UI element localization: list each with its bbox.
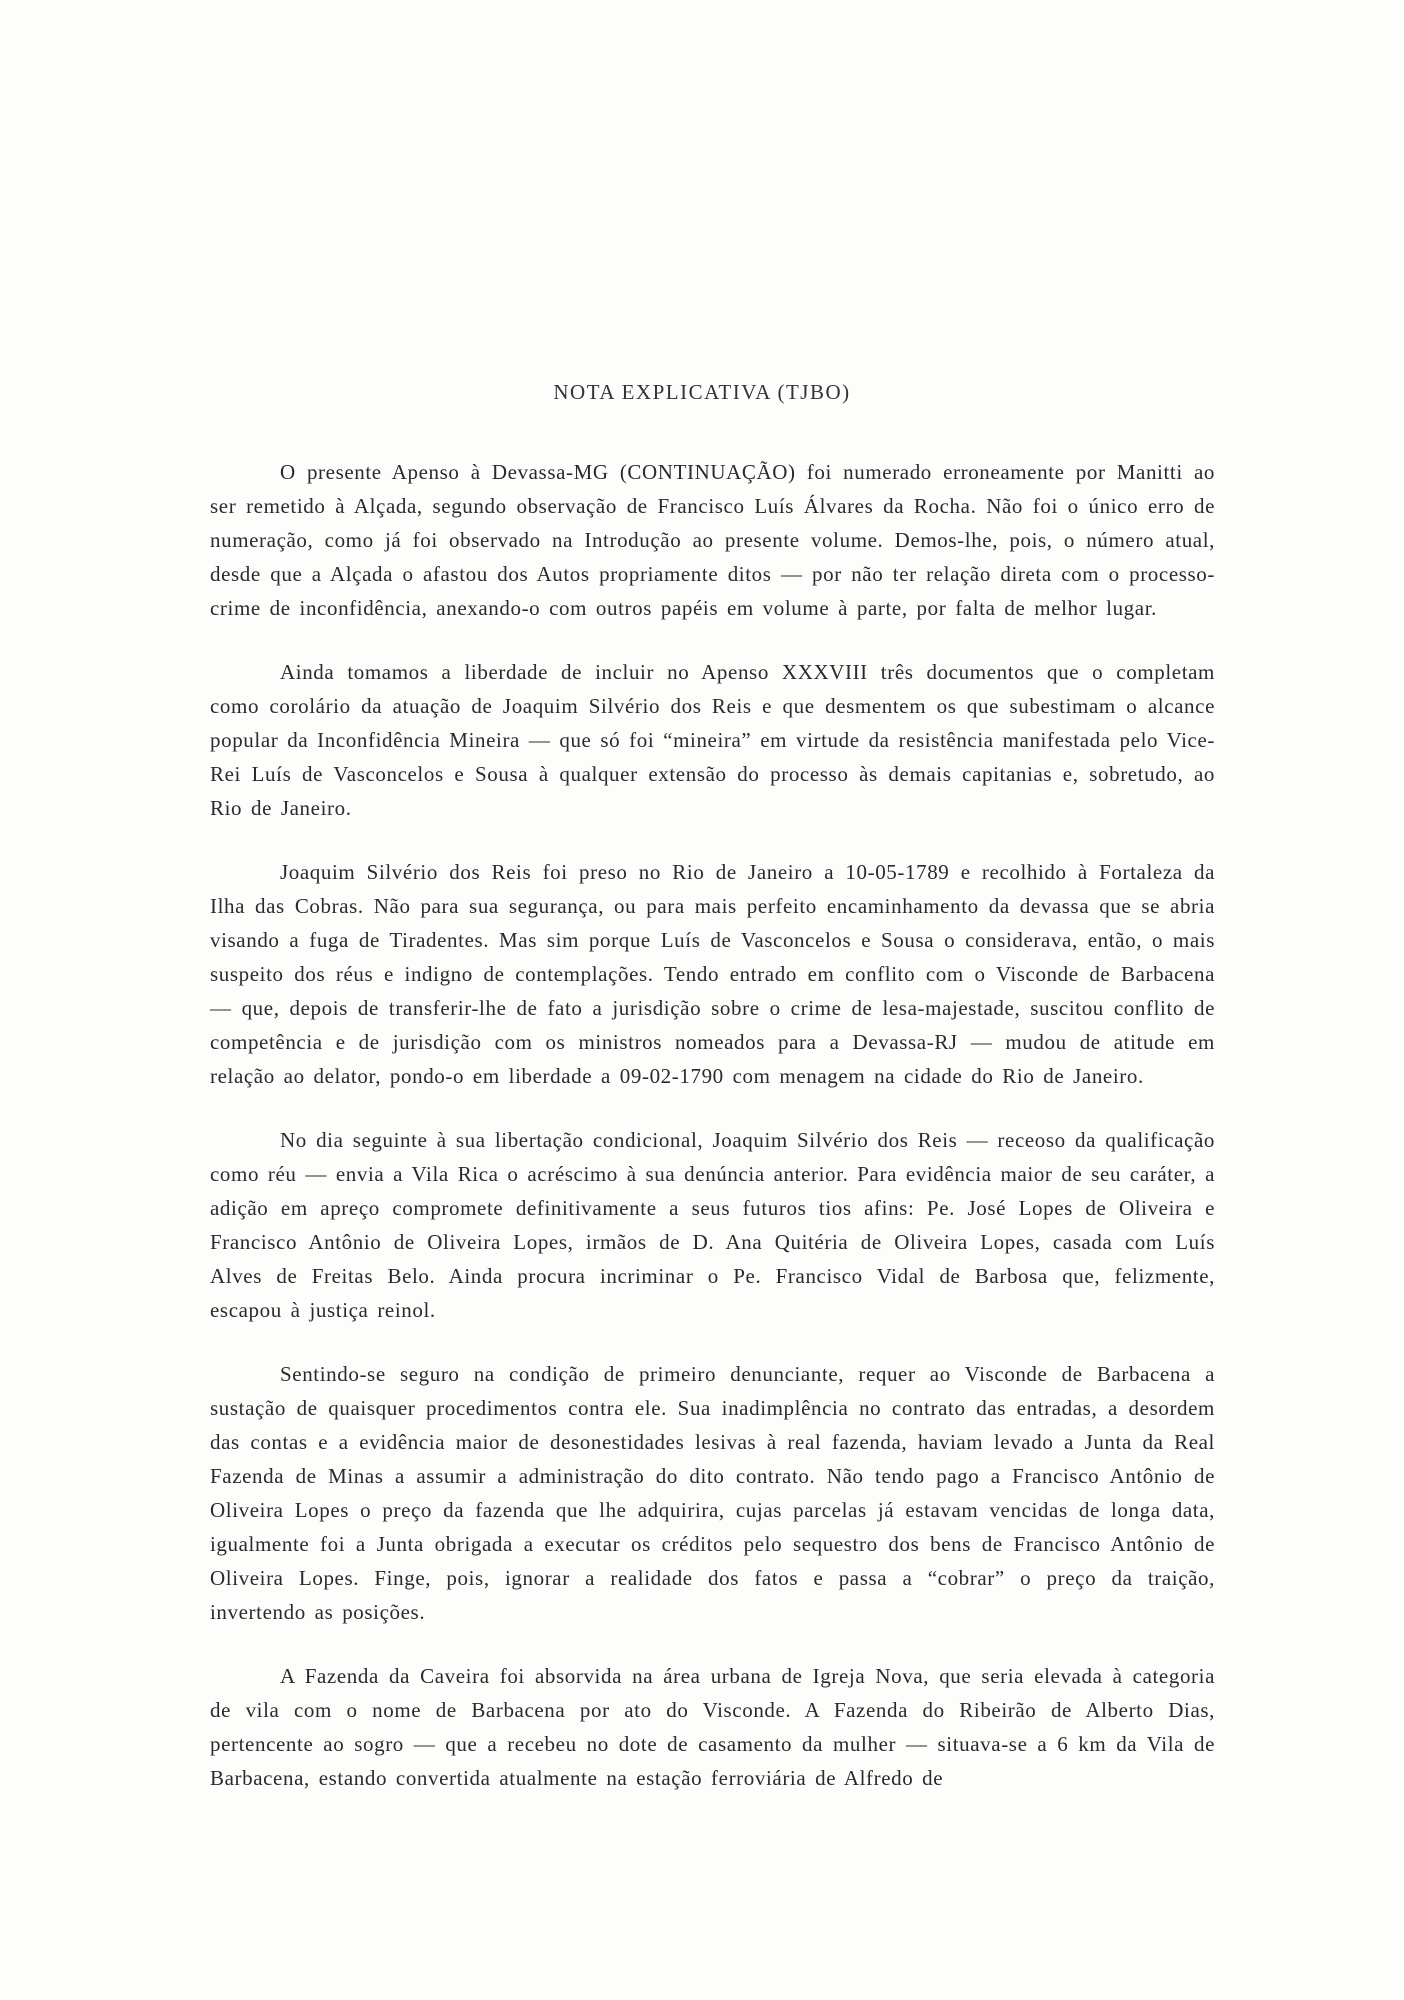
paragraph-2: Ainda tomamos a liberdade de incluir no Apenso XXXVIII três documentos que o completam como corolário da atuação de Joaquim Silvério dos Reis e que desmentem os que subestimam o alcance popular da Inconfidência Mineira — que só foi “mineira” em virtude da resistência manifestada pelo Vice-Rei Luís de Vasconcelos e Sousa à qualquer extensão do processo às demais capitanias e, sobretudo, ao Rio de Janeiro. (210, 660, 1215, 820)
paragraph-6: A Fazenda da Caveira foi absorvida na área urbana de Igreja Nova, que seria elevada à categoria de vila com o nome de Barbacena por ato do Visconde. A Fazenda do Ribeirão de Alberto Dias, pertencente ao sogro — que a recebeu no dote de casamento da mulher — situava-se a 6 km da Vila de Barbacena, estando convertida atualmente na estação ferroviária de Alfredo de (210, 1664, 1215, 1790)
paragraph-5: Sentindo-se seguro na condição de primeiro denunciante, requer ao Visconde de Barbacena a sustação de quaisquer procedimentos contra ele. Sua inadimplência no contrato das entradas, a desordem das contas e a evidência maior de desonestidades lesivas à real fazenda, haviam levado a Junta da Real Fazenda de Minas a assumir a administração do dito contrato. Não tendo pago a Francisco Antônio de Oliveira Lopes o preço da fazenda que lhe adquirira, cujas parcelas já estavam vencidas de longa data, igualmente foi a Junta obrigada a executar os créditos pelo sequestro dos bens de Francisco Antônio de Oliveira Lopes. Finge, pois, ignorar a realidade dos fatos e passa a “cobrar” o preço da traição, invertendo as posições. (210, 1362, 1215, 1624)
paragraph-1: O presente Apenso à Devassa-MG (CONTINUAÇÃO) foi numerado erroneamente por Manitti ao ser remetido à Alçada, segundo observação de Francisco Luís Álvares da Rocha. Não foi o único erro de numeração, como já foi observado na Introdução ao presente volume. Demos-lhe, pois, o número atual, desde que a Alçada o afastou dos Autos propriamente ditos — por não ter relação direta com o processo-crime de inconfidência, anexando-o com outros papéis em volume à parte, por falta de melhor lugar. (210, 460, 1215, 620)
document-body (210, 455, 1215, 1825)
page-title: NOTA EXPLICATIVA (TJBO) (553, 380, 851, 404)
paragraph-4: No dia seguinte à sua libertação condicional, Joaquim Silvério dos Reis — receoso da qualificação como réu — envia a Vila Rica o acréscimo à sua denúncia anterior. Para evidência maior de seu caráter, a adição em apreço compromete definitivamente a seus futuros tios afins: Pe. José Lopes de Oliveira e Francisco Antônio de Oliveira Lopes, irmãos de D. Ana Quitéria de Oliveira Lopes, casada com Luís Alves de Freitas Belo. Ainda procura incriminar o Pe. Francisco Vidal de Barbosa que, felizmente, escapou à justiça reinol. (210, 1128, 1215, 1322)
paragraph-3: Joaquim Silvério dos Reis foi preso no Rio de Janeiro a 10-05-1789 e recolhido à Fortaleza da Ilha das Cobras. Não para sua segurança, ou para mais perfeito encaminhamento da devassa que se abria visando a fuga de Tiradentes. Mas sim porque Luís de Vasconcelos e Sousa o considerava, então, o mais suspeito dos réus e indigno de contemplações. Tendo entrado em conflito com o Visconde de Barbacena — que, depois de transferir-lhe de fato a jurisdição sobre o crime de lesa-majestade, suscitou conflito de competência e de jurisdição com os ministros nomeados para a Devassa-RJ — mudou de atitude em relação ao delator, pondo-o em liberdade a 09-02-1790 com menagem na cidade do Rio de Janeiro. (210, 860, 1215, 1088)
